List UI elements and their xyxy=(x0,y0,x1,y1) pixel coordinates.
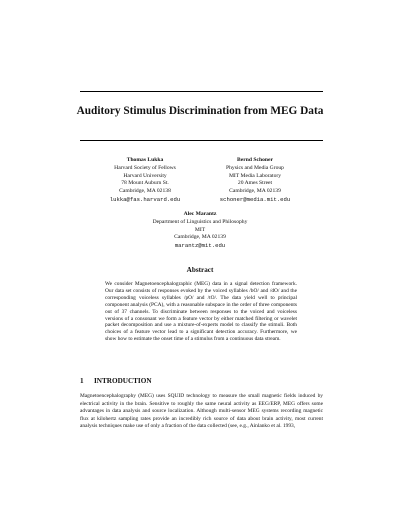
author-email: schoner@media.mit.edu xyxy=(219,195,291,203)
author-address: 78 Mount Auburn St. xyxy=(121,180,169,187)
author-address: Cambridge, MA 02138 xyxy=(119,188,171,195)
author-name: Bernd Schoner xyxy=(237,157,273,163)
author-email: lukka@fas.harvard.edu xyxy=(109,195,181,203)
section-title: INTRODUCTION xyxy=(94,377,152,385)
author-affiliation: Department of Linguistics and Philosophy xyxy=(152,218,248,225)
abstract-heading: Abstract xyxy=(186,266,214,274)
section-number: 1 xyxy=(80,377,84,385)
section-body-text: Magnetoencephalography (MEG) uses SQUID technology to measure the small magnetic fields induced by electrical activity in the brain. Sensitive to roughly the same neural activity as EEG/ERP, MEG offers some advantages in data analysis and source localization. Although multi-sensor MEG systems recording magnetic flux at kilohertz sampling rates provide an incredibly rich source of data about brain activity, most current analysis techniques make use of only a fraction of the data collected (see, e.g., Ainlanko et al. 1993, xyxy=(80,393,323,430)
author-email: marantz@mit.edu xyxy=(174,242,226,250)
author-affiliation: Physics and Media Group xyxy=(226,164,284,171)
author-block-marantz xyxy=(140,211,260,250)
section-heading xyxy=(80,377,280,385)
author-name: Alec Marantz xyxy=(183,211,217,217)
author-affiliation: Harvard University xyxy=(123,172,167,179)
author-name: Thomas Lukka xyxy=(126,157,164,163)
author-affiliation: Harvard Society of Fellows xyxy=(114,164,176,171)
author-address: 20 Ames Street xyxy=(237,180,273,187)
author-block-schoner xyxy=(205,157,305,204)
author-block-lukka xyxy=(100,157,190,204)
abstract-text: We consider Magnetoencephalographic (MEG) data in a signal detection framework. Our data set consists of responses evoked by the voiced syllables /bO/ and /dO/ and the corresponding voiceless syllables /pO/ and /tO/. The data yield well to principal component analysis (PCA), with a reasonable subspace in the order of three components out of 37 channels. To discriminate between responses to the voiced and voiceless versions of a consonant we form a feature vector by either matched filtering or wavelet packet decomposition and use a mixture-of-experts model to classify the stimuli. Both choices of a feature vector lead to a significant detection accuracy. Furthermore, we show how to estimate the onset time of a stimulus from a continuous data stream. xyxy=(105,281,297,343)
author-address: Cambridge, MA 02139 xyxy=(229,188,281,195)
author-affiliation: MIT xyxy=(194,226,206,233)
author-affiliation: MIT Media Laboratory xyxy=(228,172,282,179)
author-address: Cambridge, MA 02139 xyxy=(174,234,226,241)
paper-title: Auditory Stimulus Discrimination from MEG Data xyxy=(76,105,324,117)
title-bottom-rule xyxy=(80,140,323,141)
title-top-rule xyxy=(80,91,323,92)
